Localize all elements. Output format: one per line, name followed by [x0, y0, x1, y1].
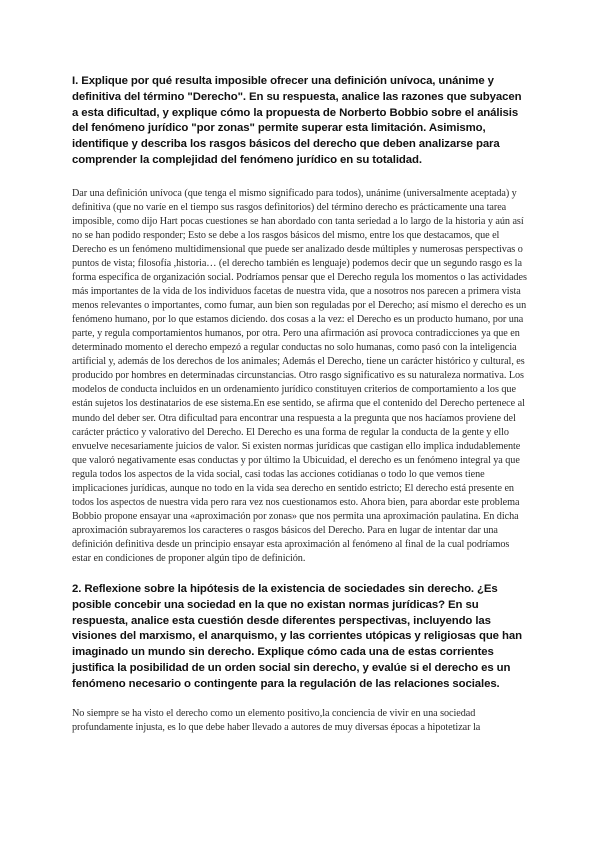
answer-2-paragraph: No siempre se ha visto el derecho como un elemento positivo,la conciencia de vivir en una sociedad profundamente injusta, es lo que debe haber llevado a autores de muy diversas épocas a hipotetizar la [72, 707, 481, 733]
answer-1-paragraph: Dar una definición unívoca (que tenga el mismo significado para todos), unánime (universalmente aceptada) y definitiva (que no varíe en el tiempo sus rasgos definitorios) del término derecho es prácticamente una tarea imposible, como dijo Hart pocas cuestiones se han abordado con tanta seriedad a lo largo de la historia y aún así no se han podido responder; Esto se debe a los rasgos básicos del mismo, entre los que destacamos, que el Derecho es un fenómeno multidimensional que puede ser analizado desde múltiples y numerosas perspectivas o puntos de vista; filosofía ,historia… (el derecho también es lenguaje) podemos decir que un segundo rasgo es la forma específica de organización social. Podríamos pensar que el Derecho regula los momentos o las actividades más importantes de la vida de los individuos facetas de nuestra vida, que a nosotros nos parecen a primera vista menos relevantes o importantes, como fumar, aun bien son reguladas por el Derecho; así mismo el derecho es un fenómeno humano, por lo que estamos diciendo. dos cosas a la vez: el Derecho es un producto humano, por una parte, y regula comportamientos humanos, por otra. Pero una afirmación así provoca contradicciones ya que en determinado momento el derecho empezó a regular conductas no solo humanas, como pasó con la inteligencia artificial y, además de los derechos de los animales; Además el Derecho, tiene un carácter histórico y cultural, es producido por hombres en determinadas circunstancias. Otro rasgo significativo es su naturaleza normativa. Los modelos de conducta incluidos en un ordenamiento jurídico constituyen criterios de comportamiento a los que están sujetos los destinatarios de ese sistema.En ese sentido, se afirma que el contenido del Derecho pertenece al mundo del deber ser. Otra dificultad para encontrar una respuesta a la pregunta que nos hacíamos proviene del carácter práctico y valorativo del Derecho. El Derecho es una forma de regular la conducta de la gente y ello envuelve necesariamente juicios de valor. Si existen normas jurídicas que castigan ello implica indudablemente que valoró negativamente esas conductas y por último la Ubicuidad, el derecho es un fenómeno integral ya que regula todos los aspectos de la vida social, casi todas las acciones cotidianas o todo lo que vemos tiene implicaciones jurídicas, aunque no todo en la vida sea derecho en sentido estricto; El derecho está presente en todos los aspectos de nuestra vida pero rara vez nos cuestionamos esto. Ahora bien, para abordar este problema Bobbio propone ensayar una «aproximación por zonas» que nos permita una aproximación paulatina. En dicha aproximación subrayaremos los caracteres o rasgos básicos del Derecho. Para en lugar de intentar dar una definición definitiva desde un principio ensayar esta aproximación al fenómeno al final de la cual podríamos estar en condiciones de proponer algún tipo de definición. [72, 187, 527, 564]
question-1-heading: I. Explique por qué resulta imposible ofrecer una definición unívoca, unánime y definitiva del término "Derecho". En su respuesta, analice las razones que subyacen a esta dificultad, y explique cómo la propuesta de Norberto Bobbio sobre el análisis del fenómeno jurídico "por zonas" permite superar esta limitación. Asimismo, identifique y describa los rasgos básicos del derecho que deben analizarse para comprender la complejidad del fenómeno jurídico en su totalidad. [72, 75, 522, 166]
question-2-heading: 2. Reflexione sobre la hipótesis de la existencia de sociedades sin derecho. ¿Es posible concebir una sociedad en la que no existan normas jurídicas? En su respuesta, analice esta cuestión desde diferentes perspectivas, incluyendo las visiones del marxismo, el anarquismo, y las corrientes utópicas y religiosas que han imaginado un mundo sin derecho. Explique cómo cada una de estas corrientes justifica la posibilidad de un orden social sin derecho, y evalúe si el derecho es un fenómeno necesario o contingente para la regulación de las relaciones sociales. [72, 583, 522, 690]
